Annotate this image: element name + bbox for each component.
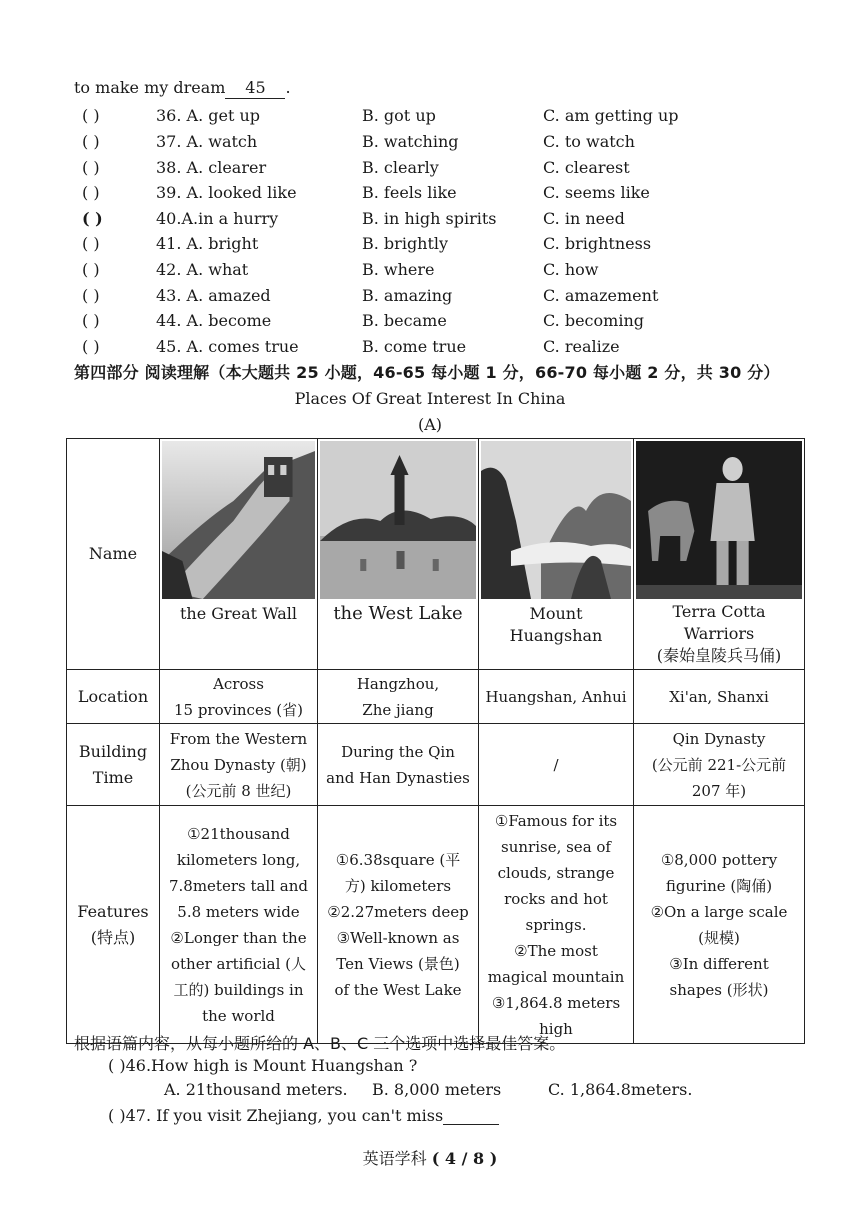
- place-name-chinese: (秦始皇陵兵马俑): [656, 646, 782, 665]
- location-cell: Xi'an, Shanxi: [634, 670, 805, 724]
- option-c: C. in need: [543, 209, 625, 228]
- option-c: C. how: [543, 260, 599, 279]
- answer-paren[interactable]: ( ): [82, 337, 100, 356]
- time-cell: From the Western Zhou Dynasty (朝) (公元前 8 世纪): [160, 724, 318, 806]
- mount-huangshan-cell: [479, 439, 634, 670]
- location-cell: Across 15 provinces (省): [160, 670, 318, 724]
- terra-cotta-photo: [636, 441, 802, 599]
- option-a: 41. A. bright: [156, 234, 259, 253]
- option-b: B. feels like: [362, 183, 457, 202]
- option-c: C. amazement: [543, 286, 659, 305]
- answer-paren[interactable]: ( ): [82, 106, 100, 125]
- place-name: the Great Wall: [179, 604, 298, 623]
- place-name: Mount Huangshan: [509, 604, 603, 645]
- option-c: C. brightness: [543, 234, 652, 253]
- option-b: B. watching: [362, 132, 459, 151]
- option-c: C. clearest: [543, 158, 630, 177]
- option-b: B. amazing: [362, 286, 453, 305]
- question-47: ( )47. If you visit Zhejiang, you can't miss: [108, 1106, 499, 1125]
- answer-paren[interactable]: ( ): [82, 209, 103, 228]
- question-36: [74, 104, 774, 128]
- row-head-name: Name: [67, 439, 160, 670]
- question-43: [74, 284, 774, 308]
- option-b: B. clearly: [362, 158, 439, 177]
- question-39: [74, 181, 774, 205]
- features-cell: ①8,000 pottery figurine (陶俑) ②On a large scale (规模) ③In different shapes (形状): [634, 806, 805, 1044]
- place-name: Terra Cotta Warriors: [672, 602, 766, 643]
- option-c: C. am getting up: [543, 106, 679, 125]
- answer-paren[interactable]: ( ): [82, 260, 100, 279]
- answer-paren[interactable]: ( ): [82, 132, 100, 151]
- option-b: B. come true: [362, 337, 467, 356]
- question-41: [74, 232, 774, 256]
- time-cell: /: [479, 724, 634, 806]
- option-a: 40.A.in a hurry: [156, 209, 279, 228]
- great-wall-cell: [160, 439, 318, 670]
- question-40: [74, 207, 774, 231]
- option-b: B. got up: [362, 106, 436, 125]
- row-head-location: Location: [67, 670, 160, 724]
- great-wall-photo: [162, 441, 315, 599]
- intro-line: to make my dream 45 .: [74, 78, 291, 97]
- option-a: 43. A. amazed: [156, 286, 271, 305]
- answer-paren[interactable]: ( ): [108, 1106, 126, 1125]
- terra-cotta-cell: [634, 439, 805, 670]
- answer-paren[interactable]: ( ): [82, 286, 100, 305]
- answer-paren[interactable]: ( ): [82, 158, 100, 177]
- row-head-features: Features (特点): [67, 806, 160, 1044]
- question-46: ( )46.How high is Mount Huangshan ?: [108, 1056, 418, 1075]
- west-lake-cell: [318, 439, 479, 670]
- instruction: 根据语篇内容，从每小题所给的 A、B、C 三个选项中选择最佳答案。: [74, 1034, 566, 1053]
- option-a: 45. A. comes true: [156, 337, 299, 356]
- answer-blank[interactable]: [443, 1108, 499, 1125]
- answer-paren[interactable]: ( ): [82, 183, 100, 202]
- answer-paren[interactable]: ( ): [108, 1056, 126, 1075]
- features-row: [67, 806, 805, 1044]
- question-45: [74, 335, 774, 359]
- q46-option-a: A. 21thousand meters.: [164, 1080, 348, 1099]
- reading-label: (A): [417, 415, 443, 434]
- option-a: 42. A. what: [156, 260, 249, 279]
- features-cell: ①6.38square (平 方) kilometers ②2.27meters deep ③Well-known as Ten Views (景色) of the West Lake: [318, 806, 479, 1044]
- option-c: C. to watch: [543, 132, 635, 151]
- location-row: [67, 670, 805, 724]
- west-lake-photo: [320, 441, 476, 599]
- name-row: [67, 439, 805, 670]
- option-a: 36. A. get up: [156, 106, 261, 125]
- option-b: B. where: [362, 260, 435, 279]
- q46-option-c: C. 1,864.8meters.: [548, 1080, 693, 1099]
- row-head-building-time: Building Time: [67, 724, 160, 806]
- features-cell: ①21thousand kilometers long, 7.8meters tall and 5.8 meters wide ②Longer than the other artificial (人 工的) buildings in the world: [160, 806, 318, 1044]
- option-c: C. seems like: [543, 183, 650, 202]
- option-c: C. realize: [543, 337, 620, 356]
- page-footer: [0, 1146, 860, 1169]
- question-38: [74, 156, 774, 180]
- answer-paren[interactable]: ( ): [82, 234, 100, 253]
- option-a: 44. A. become: [156, 311, 272, 330]
- location-cell: Huangshan, Anhui: [479, 670, 634, 724]
- section-heading: 第四部分 阅读理解（本大题共 25 小题，46-65 每小题 1 分，66-70 每小题 2 分，共 30 分）: [74, 363, 780, 382]
- answer-blank[interactable]: 45: [225, 78, 285, 99]
- answer-paren[interactable]: ( ): [82, 311, 100, 330]
- q46-option-b: B. 8,000 meters: [372, 1080, 502, 1099]
- location-cell: Hangzhou, Zhe jiang: [318, 670, 479, 724]
- place-name: the West Lake: [333, 603, 463, 624]
- features-cell: ①Famous for its sunrise, sea of clouds, strange rocks and hot springs. ②The most magical mountain ③1,864.8 meters high: [479, 806, 634, 1044]
- time-cell: During the Qin and Han Dynasties: [318, 724, 479, 806]
- option-c: C. becoming: [543, 311, 644, 330]
- option-a: 37. A. watch: [156, 132, 258, 151]
- option-b: B. became: [362, 311, 447, 330]
- question-44: [74, 309, 774, 333]
- option-b: B. brightly: [362, 234, 449, 253]
- reading-title: Places Of Great Interest In China: [294, 389, 566, 408]
- places-table: [66, 438, 805, 1044]
- question-37: [74, 130, 774, 154]
- time-cell: Qin Dynasty (公元前 221-公元前 207 年): [634, 724, 805, 806]
- building-time-row: [67, 724, 805, 806]
- page-number: ( 4 / 8 ): [431, 1149, 498, 1168]
- mount-huangshan-photo: [481, 441, 631, 599]
- option-a: 38. A. clearer: [156, 158, 267, 177]
- question-42: [74, 258, 774, 282]
- subject-label: 英语学科: [362, 1149, 427, 1168]
- option-b: B. in high spirits: [362, 209, 497, 228]
- option-a: 39. A. looked like: [156, 183, 297, 202]
